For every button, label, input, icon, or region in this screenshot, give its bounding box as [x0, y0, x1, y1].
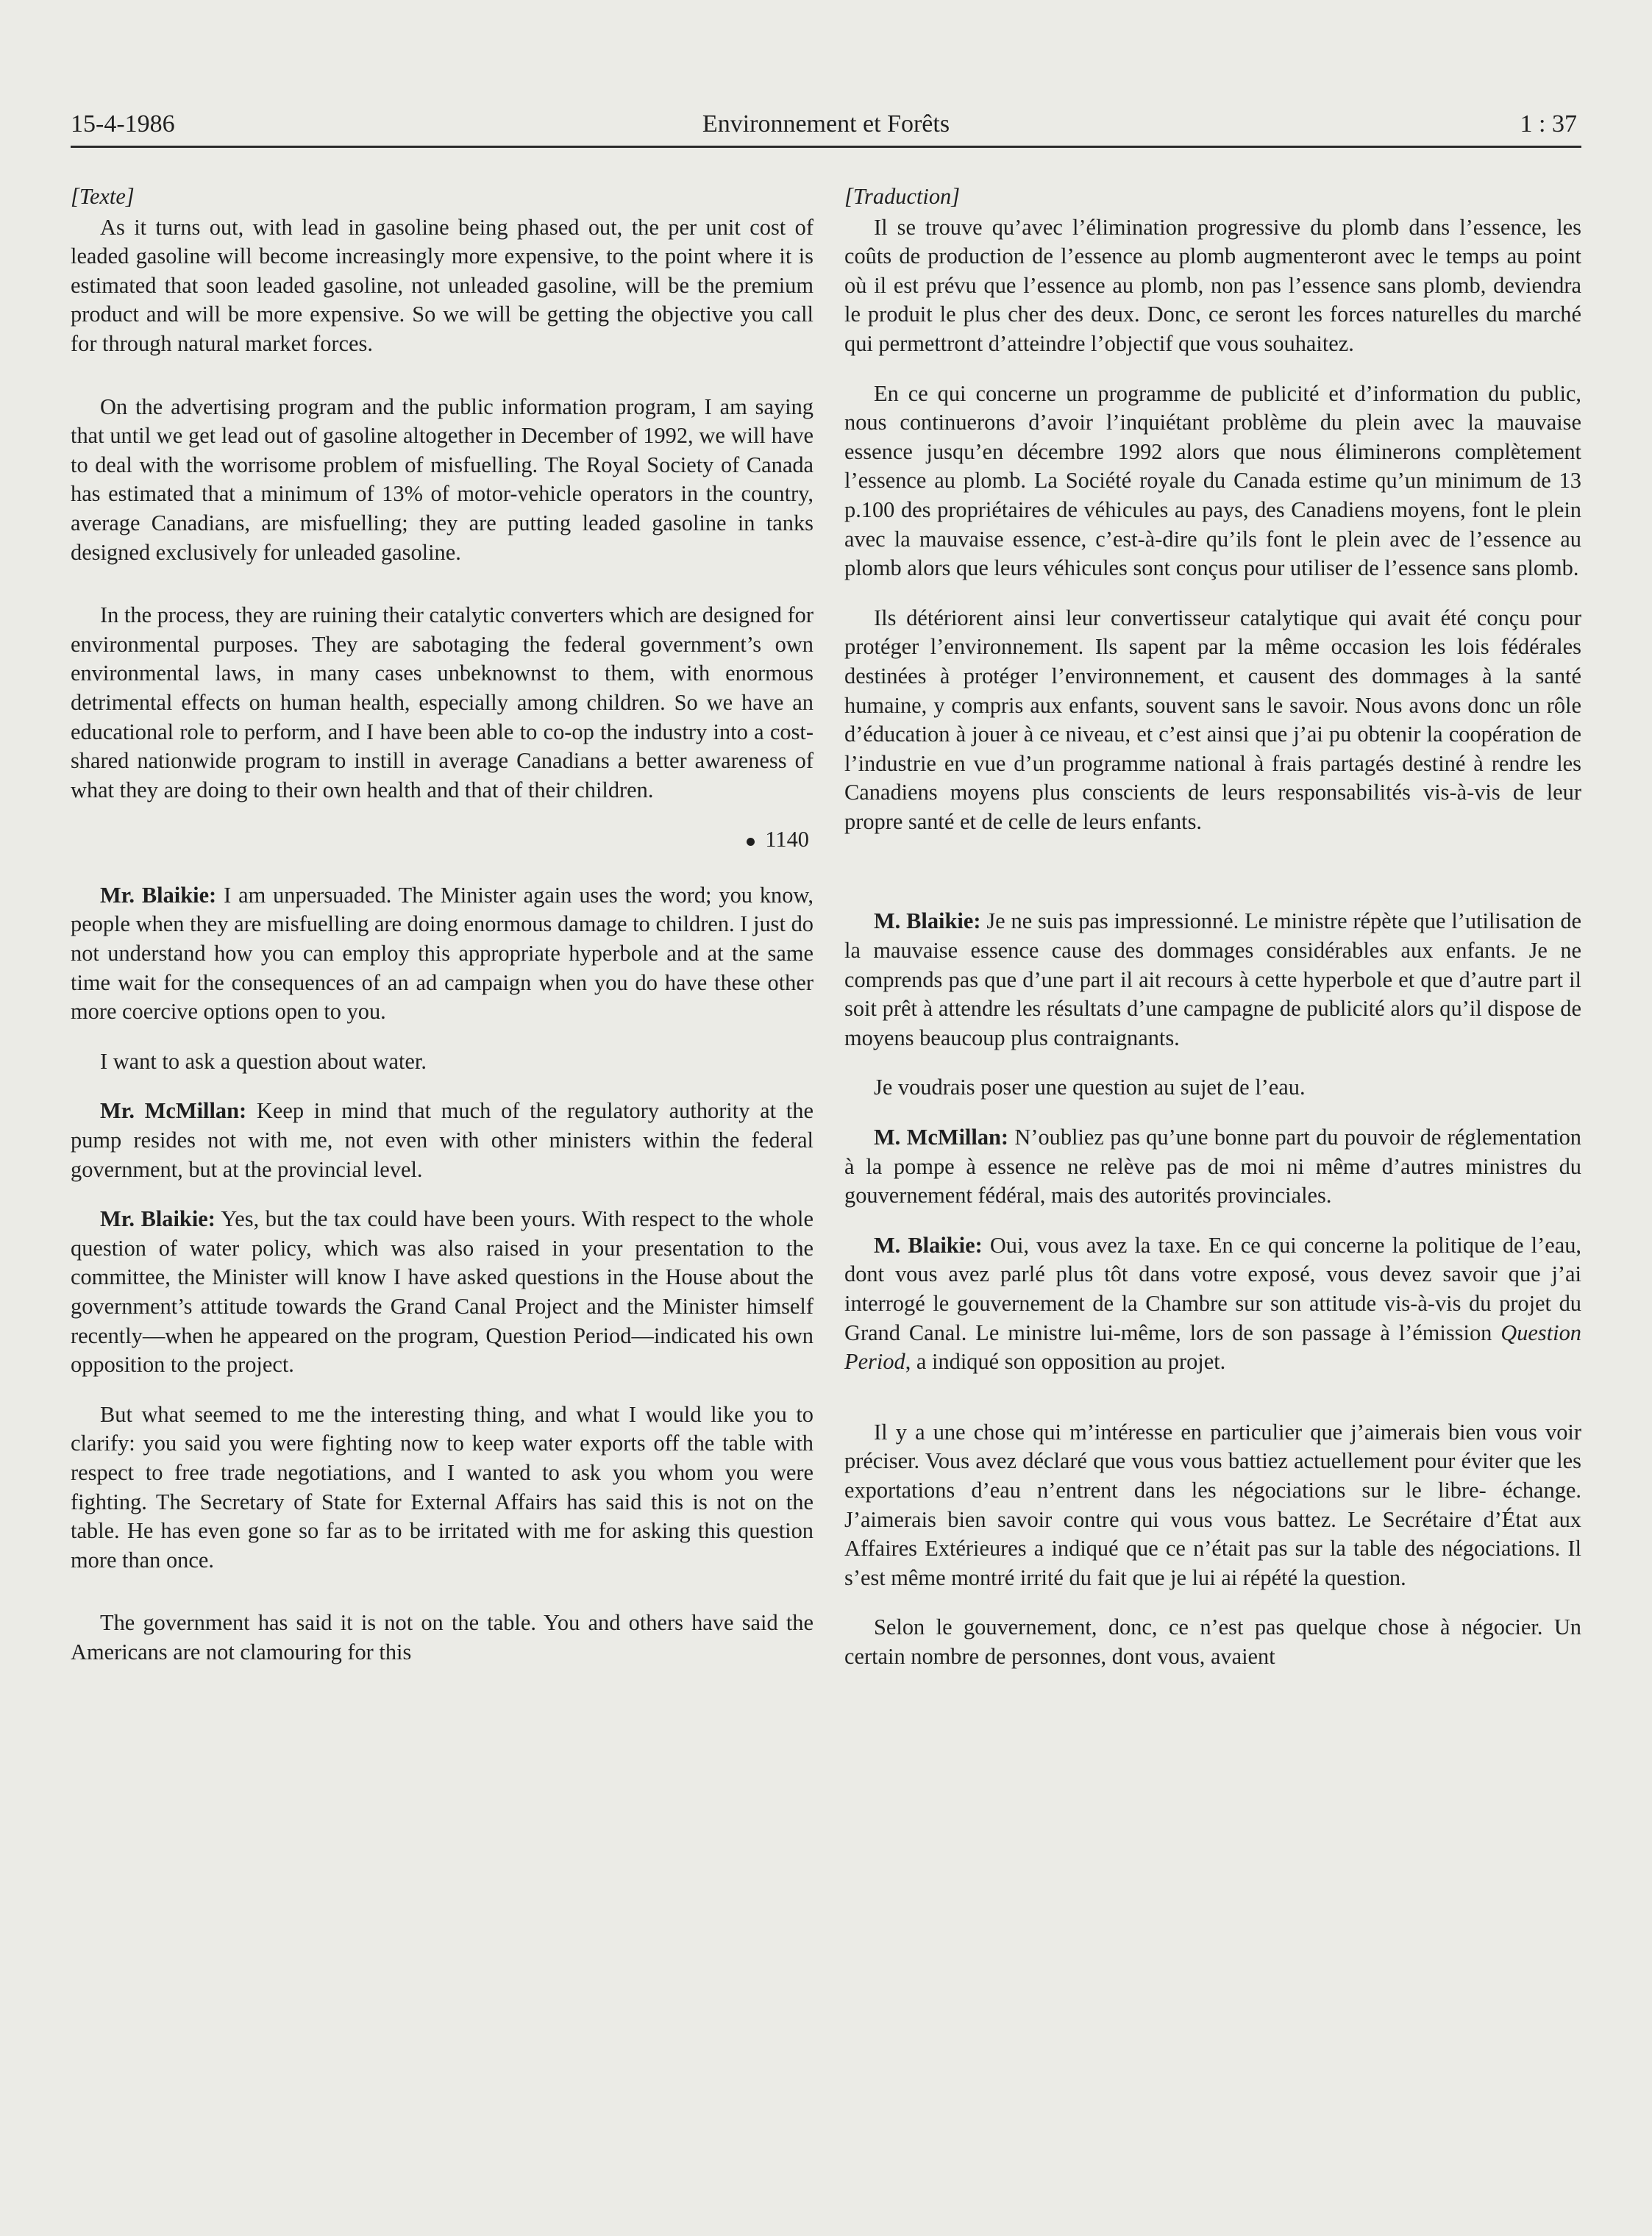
- paragraph: [844, 1123, 1581, 1211]
- paragraph: Ils détériorent ainsi leur convertisseur catalytique qui avait été conçu pour protéger l’environnement. Ils sapent par la même occasion les lois fédérales destinées à protéger l’environnement, et causent des dommages à la santé humaine, y compris aux enfants, souvent sans le savoir. Nous avons donc un rôle d’éducation à jouer à ce niveau, et c’est ainsi que j’ai pu obtenir la coopération de l’industrie en vue d’un programme national à frais partagés destiné à rendre les Canadiens moyens plus conscients de leurs responsabilités vis-à-vis de leur propre santé et de celle de leurs enfants.: [844, 605, 1581, 834]
- paragraph: [71, 1097, 813, 1184]
- paragraph: On the advertising program and the public information program, I am saying that until we get lead out of gasoline altogether in December of 1992, we will have to deal with the worrisome problem of misfuelling. The Royal Society of Canada has estimated that a minimum of 13% of motor-vehicle operators in the country, average Canadians, are misfuelling; they are putting leaded gasoline in tanks designed exclusively for unleaded gasoline.: [71, 394, 813, 565]
- time-marker: [71, 825, 809, 855]
- paragraph: As it turns out, with lead in gasoline being phased out, the per unit cost of leaded gasoline will become increasingly more expensive, to the point where it is estimated that soon leaded gasoline, not unleaded gasoline, will be the premium product and will be more expensive. So we will be getting the objective you call for through natural market forces.: [71, 214, 813, 356]
- header-page-number: 1 : 37: [1520, 110, 1577, 138]
- speech-text: Je ne suis pas impressionné. Le ministre répète que l’utilisation de la mauvaise essence cause des dommages considérables aux enfants. Je ne comprends pas que d’une part il ait recours à cette hyperbole et que d’autre part il soit prêt à attendre les résultats d’une campagne de publicité alors qu’il dispose de moyens beaucoup plus contraignants.: [844, 908, 1582, 1050]
- page-header: [71, 104, 1581, 148]
- english-column: [71, 182, 813, 1688]
- paragraph: En ce qui concerne un programme de publicité et d’information du public, nous continuerons d’avoir l’inquiétant problème du plein avec la mauvaise essence jusqu’en décembre 1992 alors que nous éliminerons complètement l’essence au plomb. La Société royale du Canada estime qu’un minimum de 13 p.100 des propriétaires de véhicules au pays, des Canadiens moyens, font le plein avec la mauvaise essence, c’est-à-dire qu’ils font le plein avec de l’essence au plomb alors que leurs véhicules sont conçus pour utiliser de l’essence sans plomb.: [844, 380, 1581, 581]
- section-label-traduction: [Traduction]: [844, 184, 961, 209]
- section-label-texte: [Texte]: [71, 184, 135, 209]
- speech-text: N’oubliez pas qu’une bonne part du pouvoir de réglementation à la pompe à essence ne relève pas de moi ni même d’autres ministres du gouvernement fédéral, mais des autorités provinciales.: [844, 1125, 1581, 1208]
- french-column: [844, 182, 1581, 1692]
- paragraph: Il y a une chose qui m’intéresse en particulier que j’aimerais bien vous voir préciser. Vous avez déclaré que vous vous battiez actuellement pour éviter que les exportations d’eau n’entrent dans les négociations sur le libre- échange. J’aimerais bien savoir contre qui vous vous battez. Le Secrétaire d’État aux Affaires Extérieures a indiqué que ce n’était pas sur la table des négociations. Il s’est même montré irrité du fait que je lui ai répété la question.: [844, 1419, 1581, 1590]
- paragraph: [71, 881, 813, 1027]
- paragraph: [71, 1205, 813, 1380]
- speaker-name: Mr. Blaikie:: [100, 882, 217, 908]
- paragraph: [844, 1231, 1581, 1377]
- speaker-name: Mr. McMillan:: [100, 1098, 247, 1124]
- paragraph: Je voudrais poser une question au sujet de l’eau.: [874, 1075, 1306, 1100]
- paragraph: Il se trouve qu’avec l’élimination progressive du plomb dans l’essence, les coûts de production de l’essence au plomb augmenteront avec le temps au point où il est prévu que l’essence au plomb, non pas l’essence sans plomb, deviendra le produit le plus cher des deux. Donc, ce seront les forces naturelles du marché qui permettront d’atteindre l’objectif que vous souhaitez.: [844, 214, 1581, 356]
- program-title: Question Period: [844, 1320, 1581, 1375]
- paragraph: In the process, they are ruining their catalytic converters which are designed for environmental purposes. They are sabotaging the federal government’s own environmental laws, in many cases unbeknownst to them, with enormous detrimental effects on human health, especially among children. So we have an educational role to perform, and I have been able to co-op the industry into a cost-shared nationwide program to instill in average Canadians a better awareness of what they are doing to their own health and that of their children.: [71, 602, 813, 802]
- speech-text: , a indiqué son opposition au projet.: [905, 1349, 1226, 1375]
- speaker-name: M. Blaikie:: [874, 908, 981, 934]
- time-marker-value: 1140: [765, 827, 809, 852]
- bullet-icon: [747, 838, 755, 846]
- header-date: 15-4-1986: [71, 110, 175, 138]
- paragraph: I want to ask a question about water.: [100, 1048, 427, 1074]
- paragraph: The government has said it is not on the table. You and others have said the Americans are not clamouring for this: [71, 1610, 813, 1664]
- paragraph: But what seemed to me the interesting thing, and what I would like you to clarify: you said you were fighting now to keep water exports off the table with respect to free trade negotiations, and I wanted to ask you whom you were fighting. The Secretary of State for External Affairs has said this is not on the table. He has even gone so far as to be irritated with me for asking this question more than once.: [71, 1401, 813, 1573]
- speech-text: Oui, vous avez la taxe. En ce qui concerne la politique de l’eau, dont vous avez parlé plus tôt dans votre exposé, vous devez savoir que j’ai interrogé le gouvernement de la Chambre sur son attitude vis-à-vis du projet du Grand Canal. Le ministre lui-même, lors de son passage à l’émission: [844, 1232, 1581, 1345]
- speaker-name: Mr. Blaikie:: [100, 1206, 216, 1232]
- header-title: Environnement et Forêts: [702, 110, 950, 138]
- paragraph: [844, 907, 1581, 1053]
- speech-text: I am unpersuaded. The Minister again uses the word; you know, people when they are misfuelling are doing enormous damage to children. I just do not understand how you can employ this appropriate hyperbole and at the same time wait for the consequences of an ad campaign when you do have these other more coercive options open to you.: [71, 882, 814, 1025]
- speaker-name: M. Blaikie:: [874, 1232, 983, 1258]
- speech-text: Keep in mind that much of the regulatory authority at the pump resides not with me, not even with other ministers within the federal government, but at the provincial level.: [71, 1098, 813, 1182]
- speech-text: Yes, but the tax could have been yours. With respect to the whole question of water policy, which was also raised in your presentation to the committee, the Minister will know I have asked questions in the House about the government’s attitude towards the Grand Canal Project and the Minister himself recently—when he appeared on the program, Question Period—indicated his own opposition to the project.: [71, 1206, 813, 1378]
- paragraph: Selon le gouvernement, donc, ce n’est pas quelque chose à négocier. Un certain nombre de personnes, dont vous, avaient: [844, 1614, 1581, 1669]
- speaker-name: M. McMillan:: [874, 1125, 1009, 1150]
